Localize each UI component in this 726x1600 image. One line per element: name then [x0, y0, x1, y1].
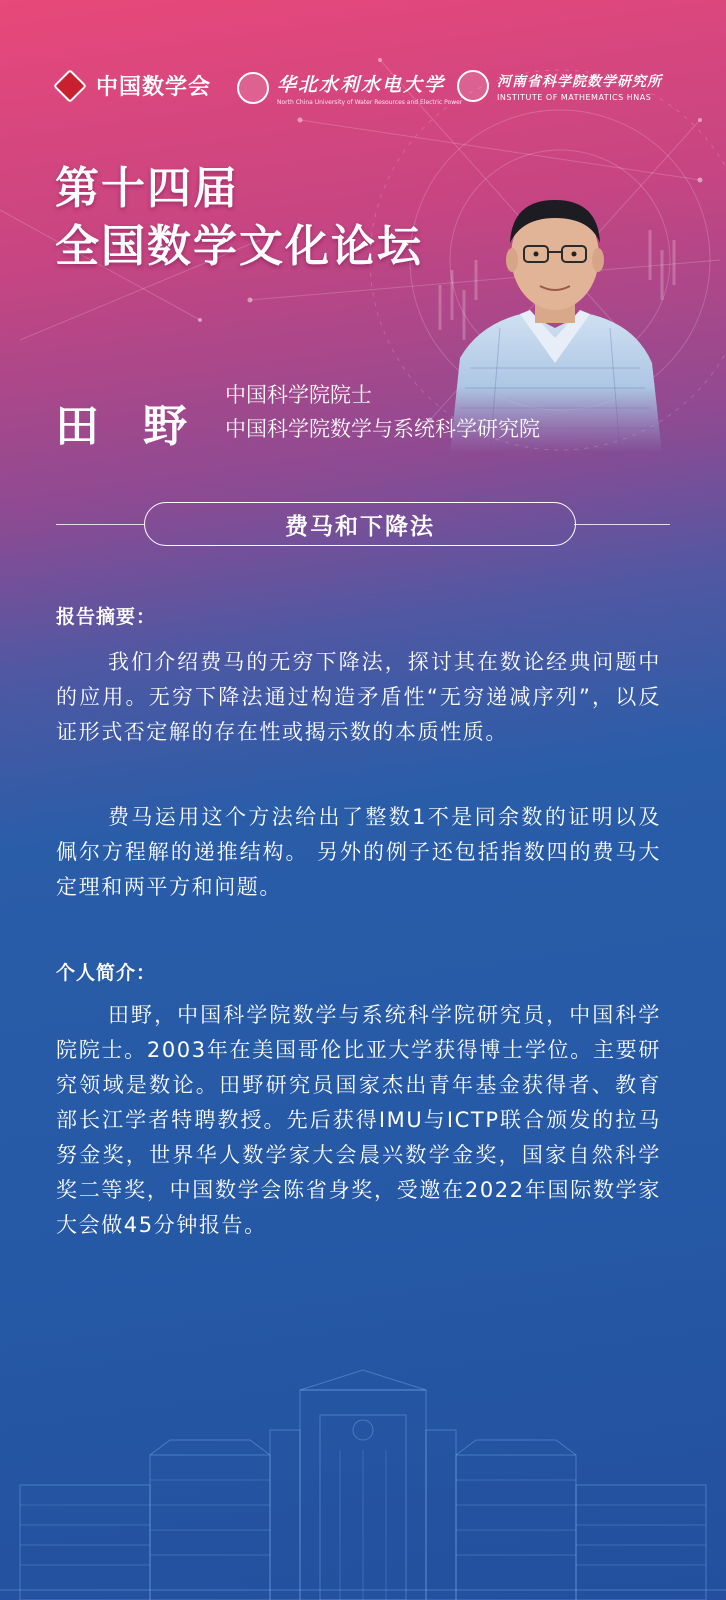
speaker-affiliations [225, 378, 540, 446]
abstract-paragraph-1: 我们介绍费马的无穷下降法，探讨其在数论经典问题中的应用。无穷下降法通过构造矛盾性“无穷递减序列”，以反证形式否定解的存在性或揭示数的本质性质。 [56, 650, 661, 744]
hnas-logo-subtitle: INSTITUTE OF MATHEMATICS HNAS [497, 92, 652, 102]
cms-logo [52, 70, 211, 101]
talk-title: 费马和下降法 [144, 502, 576, 546]
speaker-affiliation-2: 中国科学院数学与系统科学研究院 [225, 417, 540, 441]
talk-title-banner [56, 502, 670, 546]
cms-emblem-icon [53, 69, 87, 103]
building-illustration [0, 1360, 726, 1600]
speaker-name: 田野 [55, 401, 231, 452]
logo-bar [52, 70, 674, 110]
bio-paragraph: 田野，中国科学院数学与系统科学院研究员，中国科学院院士。2003年在美国哥伦比亚大学获得博士学位。主要研究领域是数论。田野研究员国家杰出青年基金获得者、教育部长江学者特聘教授。先后获得IMU与ICTP联合颁发的拉马努金奖，世界华人数学家大会晨兴数学金奖，国家自然科学奖二等奖，中国数学会陈省身奖，受邀在2022年国际数学家大会做45分钟报告。 [56, 1003, 661, 1237]
banner-line-left [56, 524, 144, 525]
ncwu-logo-subtitle: North China University of Water Resources and Electric Power [277, 99, 463, 106]
ncwu-logo-text: 华北水利水电大学 [277, 74, 446, 96]
speaker-affiliation-1: 中国科学院院士 [225, 383, 372, 407]
hnas-logo-text: 河南省科学院数学研究所 [497, 73, 662, 90]
cms-logo-text: 中国数学会 [96, 74, 212, 100]
banner-line-right [574, 524, 670, 525]
ncwu-emblem-icon [237, 72, 269, 104]
hnas-logo [457, 70, 662, 102]
abstract-paragraph-2: 费马运用这个方法给出了整数1不是同余数的证明以及佩尔方程解的递推结构。 另外的例子还包括指数四的费马大定理和两平方和问题。 [56, 805, 661, 899]
forum-title [55, 160, 423, 276]
bio-heading: 个人简介： [56, 962, 157, 984]
ncwu-logo [237, 70, 462, 106]
forum-title-line2: 全国数学文化论坛 [55, 221, 423, 272]
forum-title-line1: 第十四届 [55, 163, 239, 214]
hnas-emblem-icon [457, 70, 489, 102]
abstract-heading: 报告摘要： [56, 606, 157, 628]
